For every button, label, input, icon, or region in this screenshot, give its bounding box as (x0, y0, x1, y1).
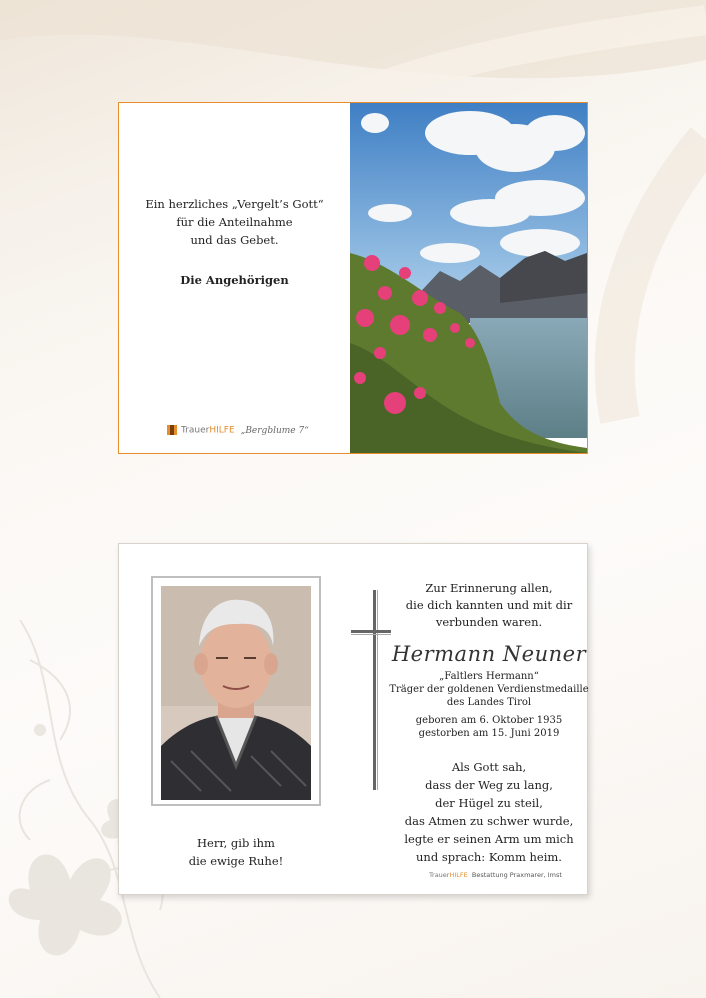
signature: Die Angehörigen (180, 273, 289, 287)
prayer-line: die ewige Ruhe! (188, 854, 284, 868)
cross-icon (351, 590, 391, 790)
poem (389, 758, 589, 866)
thank-you-text-panel (119, 103, 350, 453)
memory-line: Zur Erinnerung allen, (425, 581, 553, 595)
deceased-details (389, 670, 589, 709)
brand-trauer: Trauer (181, 425, 210, 436)
birth-date: geboren am 6. Oktober 1935 (415, 715, 563, 726)
message-line: Ein herzliches „Vergelt’s Gott“ (145, 197, 324, 211)
brand-hilfe: HILFE (449, 871, 468, 879)
deceased-name: Hermann Neuner (391, 642, 587, 666)
poem-line: dass der Weg zu lang, (425, 778, 553, 792)
honor-line: Träger der goldenen Verdienstmedaille (389, 684, 589, 695)
memorial-card (118, 543, 588, 895)
message-line: für die Anteilnahme (176, 215, 293, 229)
honor-line: des Landes Tirol (446, 697, 532, 708)
message-line: und das Gebet. (190, 233, 279, 247)
funeral-home-name: Bestattung Praxmarer, Imst (471, 871, 562, 879)
remembrance-text (389, 580, 589, 631)
motif-name: „Bergblume 7“ (240, 425, 309, 436)
poem-line: und sprach: Komm heim. (416, 850, 562, 864)
memory-line: die dich kannten und mit dir (405, 598, 573, 612)
portrait-photo (161, 586, 311, 800)
life-dates (389, 714, 589, 740)
poem-line: das Atmen zu schwer wurde, (404, 814, 574, 828)
poem-line: legte er seinen Arm um mich (404, 832, 574, 846)
brand-hilfe: HILFE (209, 425, 235, 436)
brand-trauer: Trauer (429, 871, 450, 879)
thank-you-card (118, 102, 588, 454)
brand-footer (167, 425, 309, 436)
poem-line: Als Gott sah, (451, 760, 527, 774)
nickname: „Faltlers Hermann“ (439, 671, 539, 682)
death-date: gestorben am 15. Juni 2019 (418, 728, 560, 739)
funeral-home-footer (429, 871, 562, 879)
poem-line: der Hügel zu steil, (435, 796, 543, 810)
memory-line: verbunden waren. (435, 615, 543, 629)
prayer-line: Herr, gib ihm (197, 836, 275, 850)
mountain-flowers-photo (350, 103, 587, 453)
prayer (151, 834, 321, 870)
brand-logo-icon (167, 425, 177, 435)
thank-you-message (119, 195, 350, 249)
